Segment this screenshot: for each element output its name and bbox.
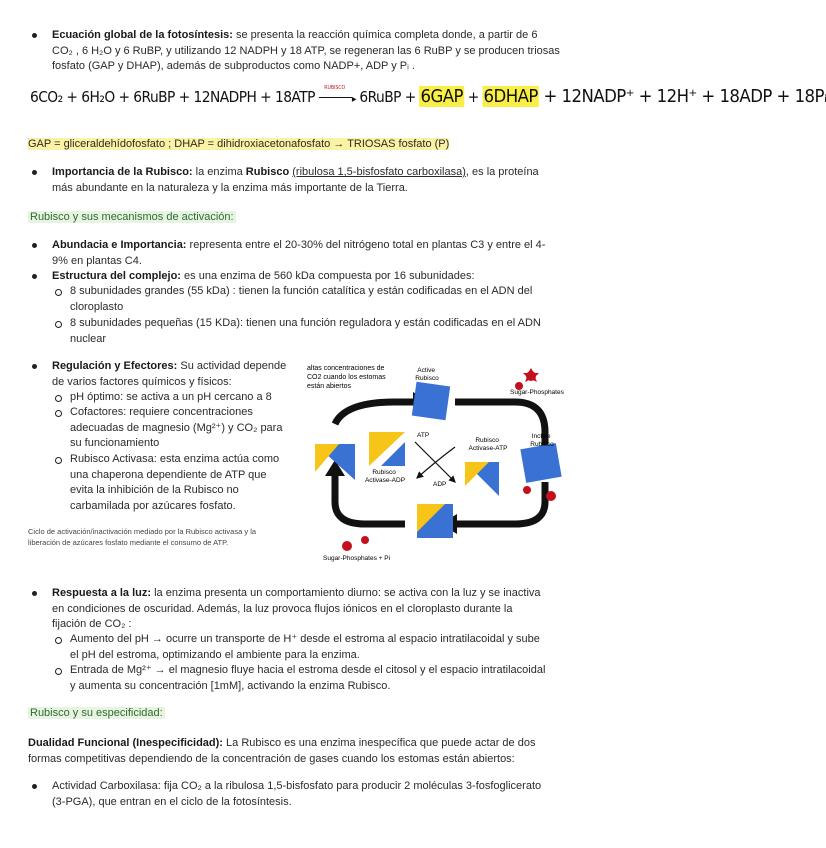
estructura-sub1-a: 8 subunidades grandes (55 kDa) : tienen la función catalítica y están codificadas en el ADN del — [70, 285, 533, 297]
equation-dhap: 6DHAP — [483, 86, 538, 107]
importancia-text-c: más abundante en la naturaleza y la enzima más importante de la Tierra. — [52, 181, 408, 194]
figure-caption-b: liberación de azúcares fosfato mediante el consumo de ATP. — [28, 538, 229, 547]
section-title-activacion — [28, 210, 236, 226]
inactive-rubisco-shape — [520, 443, 561, 483]
carboxilasa-text-a: Actividad Carboxilasa: fija CO₂ a la ribulosa 1,5-bisfosfato para producir 2 moléculas 3-fosfoglicerato — [52, 780, 542, 792]
dualidad-text-a: La Rubisco es una enzima inespecífica que puede actar de dos — [222, 737, 536, 749]
abundancia-text-a: representa entre el 20-30% del nitrógeno total en plantas C3 y entre el 4- — [186, 239, 546, 251]
estructura-sub1 — [70, 284, 580, 315]
intro-text-c: fosfato (GAP y DHAP), además de subproductos como NADP+, ADP y Pᵢ . — [52, 60, 415, 72]
intro-label: Ecuación global de la fotosíntesis: — [52, 29, 233, 41]
carboxilasa-bullet — [52, 779, 582, 810]
luz-text-b: en condiciones de oscuridad. Además, la luz provoca flujos iónicos en el cloroplasto durante la — [52, 602, 513, 615]
luz-ph-b: el pH del estroma, optimizando el ambiente para la enzima. — [70, 648, 360, 661]
equation-right-b: + 12NADP⁺ + 12H⁺ + 18ADP + 18Pᵢ — [538, 86, 826, 107]
rubisco-activation-diagram — [305, 362, 580, 572]
intro-text-b: CO₂ , 6 H₂O y 6 RuBP, y utilizando 12 NADPH y 18 ATP, se regeneran las 6 RuBP y se producen triosas — [52, 44, 560, 57]
regulacion-act-a: Rubisco Activasa: esta enzima actúa como — [70, 453, 280, 465]
luz-label: Respuesta a la luz: — [52, 587, 152, 599]
regulacion-cof-c: su funcionamiento — [70, 437, 160, 449]
handwritten-equation — [30, 85, 826, 108]
equation-plus: + — [463, 88, 483, 106]
label-sugar-top: Sugar-Phosphates — [510, 389, 564, 396]
luz-mg — [70, 663, 582, 694]
intro-text-a: se presenta la reacción química completa donde, a partir de 6 — [232, 29, 538, 41]
luz-bullet — [52, 586, 582, 633]
adp-arrow — [417, 447, 455, 478]
dualidad-text-b: formas competitivas dependiendo de la concentración de gases cuando los estomas están abiertos: — [28, 752, 515, 765]
abundancia-label: Abundacia e Importancia: — [52, 239, 187, 251]
intro-bullet — [52, 28, 582, 75]
luz-mg-b: y aumenta su concentración [1mM], activando la enzima Rubisco. — [70, 679, 391, 692]
regulacion-ph-text: pH óptimo: se activa a un pH cercano a 8 — [70, 391, 272, 403]
luz-mg-a: Entrada de Mg²⁺ → el magnesio fluye hacia el estroma desde el citosol y el espacio intratilacoidal — [70, 664, 546, 676]
luz-ph-a: Aumento del pH → ocurre un transporte de H⁺ desde el estroma al espacio intratilacoidal y sube — [70, 633, 540, 645]
regulacion-cofactores — [70, 405, 305, 452]
estructura-sub2-b: nuclear — [70, 332, 107, 345]
section-title-especificidad — [28, 706, 165, 722]
label-active-rubisco: Active Rubisco — [415, 367, 439, 382]
abundancia-text-b: 9% en plantas C4. — [52, 254, 142, 267]
regulacion-text-b: de varios factores químicos y físicos: — [52, 375, 232, 388]
regulacion-act-b: una chaperona dependiente de ATP que — [70, 468, 267, 481]
regulacion-ph — [70, 390, 305, 406]
cycle-arrow-top — [335, 402, 415, 424]
importancia-text-b: , es la proteína — [465, 166, 539, 178]
label-activase-adp: Rubisco Activase-ADP — [364, 469, 406, 484]
importancia-bullet — [52, 165, 582, 196]
estructura-sub1-b: cloroplasto — [70, 300, 124, 313]
section-title-especificidad-text: Rubisco y su especificidad: — [30, 707, 163, 719]
luz-text-a: la enzima presenta un comportamiento diurno: se activa con la luz y se inactiva — [151, 587, 541, 599]
equation-arrow: RUBISCO ▸ — [319, 90, 356, 108]
estructura-sub2 — [70, 316, 580, 347]
equation-enzyme: RUBISCO — [324, 85, 346, 91]
luz-text-c: fijación de CO₂ : — [52, 618, 132, 630]
dualidad-paragraph — [28, 736, 583, 767]
sugar-phosphate-right — [523, 486, 556, 501]
figure-caption-a: Ciclo de activación/inactivación mediado por la Rubisco activasa y la — [28, 527, 257, 536]
carboxilasa-text-b: (3-PGA), que entran en el ciclo de la fotosíntesis. — [52, 795, 292, 808]
label-atp: ATP — [417, 432, 430, 439]
dualidad-label: Dualidad Funcional (Inespecificidad): — [28, 737, 223, 749]
equation-gap: 6GAP — [420, 86, 463, 107]
section-title-activacion-text: Rubisco y sus mecanismos de activación: — [30, 211, 234, 223]
importancia-rubisco: Rubisco — [245, 166, 290, 178]
regulacion-text-a: Su actividad depende — [177, 360, 287, 372]
regulacion-cof-a: Cofactores: requiere concentraciones — [70, 406, 253, 418]
luz-ph — [70, 632, 582, 663]
regulacion-act-c: evita la inhibición de la Rubisco no — [70, 484, 239, 496]
equation-right-a: 6RuBP + — [359, 88, 420, 106]
gap-definition — [28, 137, 449, 153]
sugar-phosphate-bottom — [342, 536, 369, 551]
importancia-text-a: la enzima — [192, 166, 246, 178]
label-sugar-bottom: Sugar-Phosphates + Pi — [323, 555, 391, 562]
label-inactive-rubisco: Inctive Rubisco — [530, 433, 554, 448]
cycle-arrow-bottom — [455, 482, 545, 524]
regulacion-bullet — [52, 359, 302, 390]
label-adp: ADP — [433, 481, 447, 488]
gap-definition-text: GAP = gliceraldehídofosfato ; DHAP = dihidroxiacetonafosfato → TRIOSAS fosfato (P) — [28, 138, 450, 150]
importancia-paren: (ribulosa 1,5-bisfosfato carboxilasa) — [292, 166, 466, 178]
abundancia-bullet — [52, 238, 582, 269]
regulacion-cof-b: adecuadas de magnesio (Mg²⁺) y CO₂ para — [70, 421, 283, 434]
estructura-bullet — [52, 269, 582, 285]
estructura-sub2-a: 8 subunidades pequeñas (15 KDa): tienen una función reguladora y están codificadas en el ADN — [70, 317, 541, 329]
equation-left: 6CO₂ + 6H₂O + 6RuBP + 12NADPH + 18ATP — [30, 88, 315, 106]
regulacion-act-d: carbamilada por azúcares fosfato. — [70, 499, 236, 512]
estructura-text: es una enzima de 560 kDa compuesta por 16 subunidades: — [180, 270, 475, 282]
label-activase-atp: Rubisco Activase-ATP — [468, 437, 508, 452]
figure-caption — [28, 526, 308, 548]
estructura-label: Estructura del complejo: — [52, 270, 181, 282]
regulacion-activasa — [70, 452, 305, 514]
sugar-phosphate-top — [515, 368, 539, 390]
regulacion-label: Regulación y Efectores: — [52, 360, 178, 372]
importancia-label: Importancia de la Rubisco: — [52, 166, 193, 178]
diagram-note: altas concentraciones de CO2 cuando los estomas están abiertos — [307, 365, 386, 390]
active-rubisco-shape — [412, 382, 450, 420]
